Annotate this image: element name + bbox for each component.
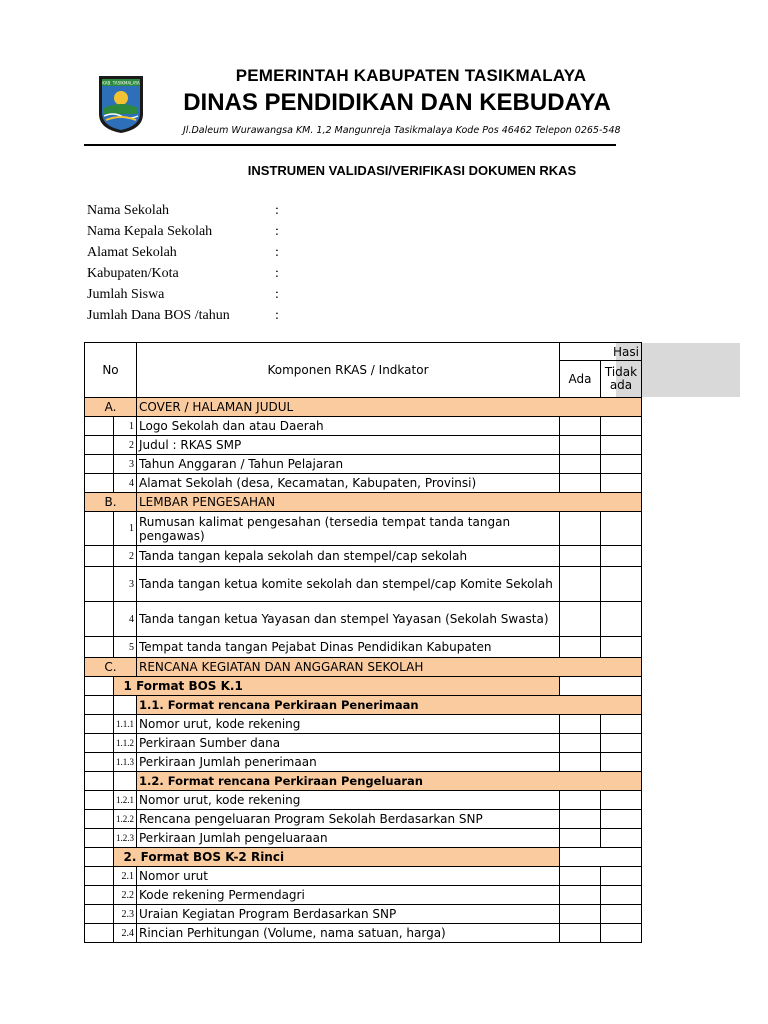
field-colon: :	[275, 224, 279, 239]
item-number: 2.3	[113, 905, 136, 924]
tidak-ada-checkbox-cell[interactable]	[601, 546, 642, 567]
ada-checkbox-cell[interactable]	[560, 791, 601, 810]
item-number: 1.2.1	[113, 791, 136, 810]
row-spacer	[85, 677, 114, 696]
section-number: C.	[85, 658, 137, 677]
tidak-ada-checkbox-cell[interactable]	[601, 436, 642, 455]
field-label: Nama Kepala Sekolah	[87, 224, 213, 239]
tidak-ada-checkbox-cell[interactable]	[601, 417, 642, 436]
ada-checkbox-cell[interactable]	[560, 810, 601, 829]
tidak-ada-checkbox-cell[interactable]	[601, 829, 642, 848]
tidak-ada-checkbox-cell[interactable]	[601, 867, 642, 886]
tidak-ada-checkbox-cell[interactable]	[601, 905, 642, 924]
item-number: 2	[113, 436, 136, 455]
tidak-ada-checkbox-cell[interactable]	[601, 734, 642, 753]
item-text: Nomor urut, kode rekening	[137, 715, 560, 734]
tidak-ada-checkbox-cell[interactable]	[601, 715, 642, 734]
tidak-ada-checkbox-cell[interactable]	[601, 810, 642, 829]
col-header-hasil: Hasi	[560, 343, 642, 361]
field-colon: :	[275, 287, 279, 302]
ada-checkbox-cell[interactable]	[560, 567, 601, 602]
section-row-a	[85, 398, 642, 417]
header-agency: DINAS PENDIDIKAN DAN KEBUDAYA	[183, 89, 611, 116]
row-spacer	[85, 436, 114, 455]
section-title: RENCANA KEGIATAN DAN ANGGARAN SEKOLAH	[137, 658, 642, 677]
table-row	[85, 791, 642, 810]
field-kabupaten-kota	[87, 263, 285, 284]
item-number: 2.2	[113, 886, 136, 905]
col-header-no: No	[85, 343, 137, 398]
item-text: Tahun Anggaran / Tahun Pelajaran	[137, 455, 560, 474]
ada-checkbox-cell[interactable]	[560, 829, 601, 848]
row-spacer	[560, 677, 642, 696]
section-number: B.	[85, 493, 137, 512]
field-label: Alamat Sekolah	[87, 245, 177, 260]
section-row-b	[85, 493, 642, 512]
row-spacer	[85, 474, 114, 493]
item-text: Tanda tangan kepala sekolah dan stempel/cap sekolah	[137, 546, 560, 567]
field-colon: :	[275, 266, 279, 281]
item-number: 1.2.2	[113, 810, 136, 829]
table-row	[85, 455, 642, 474]
tidak-ada-checkbox-cell[interactable]	[601, 886, 642, 905]
field-label: Nama Sekolah	[87, 203, 170, 218]
field-label: Jumlah Dana BOS /tahun	[87, 308, 230, 323]
row-spacer	[85, 734, 114, 753]
field-alamat-sekolah	[87, 242, 285, 263]
item-text: Tanda tangan ketua komite sekolah dan stempel/cap Komite Sekolah	[137, 567, 560, 602]
subsection-title: 1 Format BOS K.1	[113, 677, 559, 696]
field-nama-kepala-sekolah	[87, 221, 285, 242]
item-text: Perkiraan Jumlah penerimaan	[137, 753, 560, 772]
ada-checkbox-cell[interactable]	[560, 474, 601, 493]
table-row	[85, 512, 642, 546]
table-row	[85, 715, 642, 734]
row-spacer	[85, 602, 114, 637]
item-number: 1.1.3	[113, 753, 136, 772]
item-text: Nomor urut, kode rekening	[137, 791, 560, 810]
field-jumlah-siswa	[87, 284, 285, 305]
subsection-row	[85, 677, 642, 696]
item-number: 1.1.2	[113, 734, 136, 753]
table-row	[85, 886, 642, 905]
item-number: 4	[113, 474, 136, 493]
section-row-c	[85, 658, 642, 677]
ada-checkbox-cell[interactable]	[560, 734, 601, 753]
row-spacer	[113, 772, 136, 791]
table-row	[85, 637, 642, 658]
section-number: A.	[85, 398, 137, 417]
row-spacer	[85, 546, 114, 567]
item-number: 4	[113, 602, 136, 637]
table-header-row	[85, 343, 642, 361]
item-number: 1	[113, 417, 136, 436]
ada-checkbox-cell[interactable]	[560, 436, 601, 455]
field-colon: :	[275, 308, 279, 323]
row-spacer	[85, 567, 114, 602]
item-text: Rencana pengeluaran Program Sekolah Berdasarkan SNP	[137, 810, 560, 829]
item-text: Uraian Kegiatan Program Berdasarkan SNP	[137, 905, 560, 924]
ada-checkbox-cell[interactable]	[560, 753, 601, 772]
item-text: Nomor urut	[137, 867, 560, 886]
item-text: Logo Sekolah dan atau Daerah	[137, 417, 560, 436]
ada-checkbox-cell[interactable]	[560, 417, 601, 436]
tidak-ada-checkbox-cell[interactable]	[601, 791, 642, 810]
table-row	[85, 905, 642, 924]
row-spacer	[85, 715, 114, 734]
item-number: 1.1.1	[113, 715, 136, 734]
section-title: LEMBAR PENGESAHAN	[137, 493, 642, 512]
item-text: Tempat tanda tangan Pejabat Dinas Pendidikan Kabupaten	[137, 637, 560, 658]
ada-checkbox-cell[interactable]	[560, 867, 601, 886]
col-header-ada: Ada	[560, 361, 601, 398]
item-text: Perkiraan Jumlah pengeluaraan	[137, 829, 560, 848]
table-row	[85, 474, 642, 493]
identity-fields	[87, 200, 285, 326]
row-spacer	[85, 905, 114, 924]
tidak-ada-checkbox-cell[interactable]	[601, 602, 642, 637]
tidak-ada-checkbox-cell[interactable]	[601, 512, 642, 546]
row-spacer	[85, 924, 114, 943]
tidak-ada-checkbox-cell[interactable]	[601, 455, 642, 474]
tidak-ada-checkbox-cell[interactable]	[601, 924, 642, 943]
table-row	[85, 546, 642, 567]
item-text: Rincian Perhitungan (Volume, nama satuan, harga)	[137, 924, 560, 943]
row-spacer	[85, 791, 114, 810]
item-text: Judul : RKAS SMP	[137, 436, 560, 455]
header-address: Jl.Daleum Wurawangsa KM. 1,2 Mangunreja Tasikmalaya Kode Pos 46462 Telepon 0265-548	[183, 125, 621, 136]
col-header-komponen: Komponen RKAS / Indkator	[137, 343, 560, 398]
table-row	[85, 924, 642, 943]
row-spacer	[85, 696, 114, 715]
row-spacer	[85, 455, 114, 474]
row-spacer	[85, 417, 114, 436]
ada-checkbox-cell[interactable]	[560, 886, 601, 905]
rkas-checklist-table	[84, 342, 642, 943]
document-title: INSTRUMEN VALIDASI/VERIFIKASI DOKUMEN RKAS	[247, 163, 577, 178]
subsection-title: 1.1. Format rencana Perkiraan Penerimaan	[137, 696, 642, 715]
table-row	[85, 436, 642, 455]
ada-checkbox-cell[interactable]	[560, 546, 601, 567]
row-spacer	[85, 810, 114, 829]
item-text: Perkiraan Sumber dana	[137, 734, 560, 753]
item-number: 1.2.3	[113, 829, 136, 848]
row-spacer	[113, 696, 136, 715]
tidak-ada-checkbox-cell[interactable]	[601, 637, 642, 658]
table-row	[85, 602, 642, 637]
row-spacer	[85, 512, 114, 546]
item-number: 3	[113, 567, 136, 602]
item-number: 1	[113, 512, 136, 546]
item-number: 5	[113, 637, 136, 658]
table-row	[85, 417, 642, 436]
col-header-tidak-ada: Tidak ada	[601, 361, 642, 398]
row-spacer	[85, 637, 114, 658]
subsection-row	[85, 848, 642, 867]
regency-crest-icon	[98, 74, 144, 134]
row-spacer	[85, 753, 114, 772]
ada-checkbox-cell[interactable]	[560, 905, 601, 924]
field-colon: :	[275, 203, 279, 218]
subsection-row	[85, 696, 642, 715]
row-spacer	[85, 772, 114, 791]
item-text: Alamat Sekolah (desa, Kecamatan, Kabupaten, Provinsi)	[137, 474, 560, 493]
ada-checkbox-cell[interactable]	[560, 455, 601, 474]
ada-checkbox-cell[interactable]	[560, 512, 601, 546]
ada-checkbox-cell[interactable]	[560, 637, 601, 658]
row-spacer	[560, 848, 642, 867]
field-jumlah-dana-bos	[87, 305, 285, 326]
subsection-title: 1.2. Format rencana Perkiraan Pengeluaran	[137, 772, 642, 791]
table-row	[85, 829, 642, 848]
section-title: COVER / HALAMAN JUDUL	[137, 398, 642, 417]
item-number: 2.4	[113, 924, 136, 943]
item-number: 2.1	[113, 867, 136, 886]
ada-checkbox-cell[interactable]	[560, 602, 601, 637]
subsection-title: 2. Format BOS K-2 Rinci	[113, 848, 559, 867]
row-spacer	[85, 867, 114, 886]
logo-text: KAB. TASIKMALAYA	[102, 80, 140, 86]
subsection-row	[85, 772, 642, 791]
tidak-ada-checkbox-cell[interactable]	[601, 474, 642, 493]
row-spacer	[85, 829, 114, 848]
header-divider	[84, 144, 616, 146]
item-text: Rumusan kalimat pengesahan (tersedia tempat tanda tangan pengawas)	[137, 512, 560, 546]
row-spacer	[85, 886, 114, 905]
ada-checkbox-cell[interactable]	[560, 715, 601, 734]
ada-checkbox-cell[interactable]	[560, 924, 601, 943]
field-nama-sekolah	[87, 200, 285, 221]
table-row	[85, 753, 642, 772]
field-colon: :	[275, 245, 279, 260]
table-row	[85, 567, 642, 602]
field-label: Kabupaten/Kota	[87, 266, 179, 281]
item-number: 3	[113, 455, 136, 474]
item-text: Tanda tangan ketua Yayasan dan stempel Yayasan (Sekolah Swasta)	[137, 602, 560, 637]
tidak-ada-checkbox-cell[interactable]	[601, 567, 642, 602]
tidak-ada-checkbox-cell[interactable]	[601, 753, 642, 772]
item-number: 2	[113, 546, 136, 567]
header-government: PEMERINTAH KABUPATEN TASIKMALAYA	[235, 66, 587, 85]
table-row	[85, 734, 642, 753]
table-row	[85, 867, 642, 886]
field-label: Jumlah Siswa	[87, 287, 165, 302]
table-row	[85, 810, 642, 829]
row-spacer	[85, 848, 114, 867]
item-text: Kode rekening Permendagri	[137, 886, 560, 905]
